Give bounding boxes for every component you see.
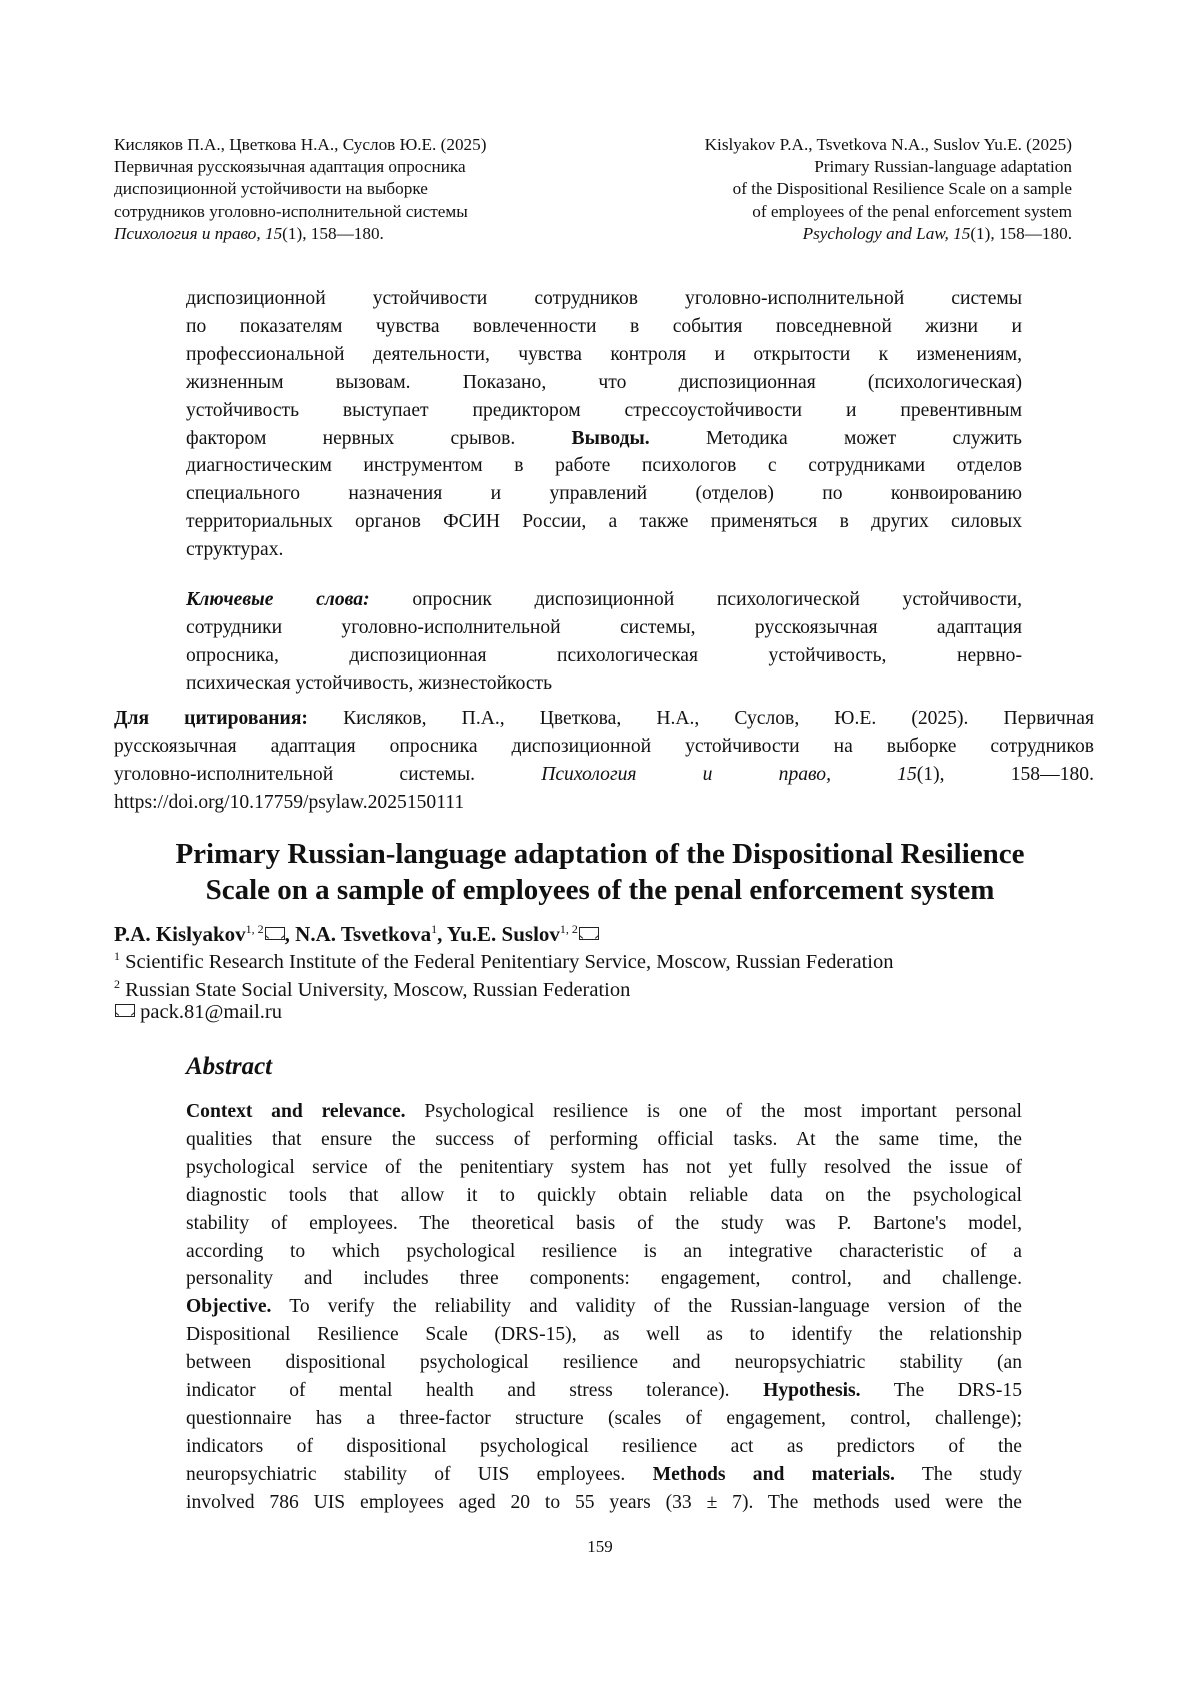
running-header-en	[602, 134, 1072, 245]
corresponding-email	[114, 999, 282, 1026]
paper-title	[100, 836, 1100, 908]
text-line: диагностическим инструментом в работе психологов с сотрудниками отделов	[186, 455, 1022, 477]
text-line: questionnaire has a three-factor structure (scales of engagement, control, challenge);	[186, 1407, 1022, 1429]
text-line: according to which psychological resilience is an integrative characteristic of a	[186, 1240, 1022, 1262]
text-line: psychological service of the penitentiary system has not yet fully resolved the issue of	[186, 1156, 1022, 1178]
text-line: Dispositional Resilience Scale (DRS-15), as well as to identify the relationship	[186, 1324, 1022, 1346]
text-line: структурах.	[186, 539, 284, 561]
text-line: involved 786 UIS employees aged 20 to 55 years (33 ± 7). The methods used were the	[186, 1491, 1022, 1513]
running-header-ru	[114, 134, 584, 245]
text-line: русскоязычная адаптация опросника диспозиционной устойчивости на выборке сотрудников	[114, 735, 1094, 757]
envelope-icon	[579, 927, 599, 940]
text-line: диспозиционной устойчивости сотрудников уголовно-исполнительной системы	[186, 288, 1022, 309]
text-line: жизненным вызовам. Показано, что диспозиционная (психологическая)	[186, 371, 1022, 393]
abstract-body	[186, 1098, 1022, 1517]
ru-keywords	[186, 586, 1022, 698]
header-en-title-1: Primary Russian-language adaptation	[814, 157, 1072, 177]
text-line: Objective. To verify the reliability and validity of the Russian-language version of the	[186, 1296, 1022, 1318]
keywords-label: Ключевые слова:	[186, 589, 370, 610]
author-list: P.A. Kislyakov$^{1, 2}$ , N.A. Tsvetkova$^1$, Yu.E. Suslov$^{1, 2}$	[114, 916, 599, 948]
author-name: Yu.E. Suslov	[446, 922, 560, 946]
header-ru-authors: Кисляков П.А., Цветкова Н.А., Суслов Ю.Е. (2025)	[114, 135, 487, 154]
citation-label: Для цитирования:	[114, 708, 308, 729]
text-line: indicators of dispositional psychological resilience act as predictors of the	[186, 1435, 1022, 1457]
header-en-title-2: of the Dispositional Resilience Scale on a sample	[732, 179, 1072, 199]
ru-abstract-continuation	[186, 285, 1022, 564]
header-ru-title-2: диспозиционной устойчивости на выборке	[114, 179, 428, 199]
header-en-title-3: of employees of the penal enforcement system	[752, 201, 1072, 221]
text-line: stability of employees. The theoretical basis of the study was P. Bartone's model,	[186, 1212, 1022, 1234]
header-ru-title-1: Первичная русскоязычная адаптация опросника	[114, 157, 466, 177]
text-line: опросника, диспозиционная психологическая устойчивость, нервно-	[186, 644, 1022, 666]
doi-link[interactable]: https://doi.org/10.17759/psylaw.2025150111	[114, 791, 465, 813]
text-line: Для цитирования: Кисляков, П.А., Цветкова, Н.А., Суслов, Ю.Е. (2025). Первичная	[114, 708, 1094, 729]
affiliation-1: $^1$ Scientific Research Institute of the Federal Penitentiary Service, Moscow, Russian Federation	[114, 949, 894, 973]
text-line: территориальных органов ФСИН России, а также применяться в других силовых	[186, 511, 1022, 533]
text-line: специального назначения и управлений (отделов) по конвоированию	[186, 483, 1022, 505]
text-line: Ключевые слова: опросник диспозиционной психологической устойчивости,	[186, 589, 1022, 610]
title-line: Primary Russian-language adaptation of the Dispositional Resilience	[175, 838, 1025, 870]
header-en-journal: Psychology and Law, 15(1), 158—180.	[802, 223, 1072, 243]
email-link[interactable]: pack.81@mail.ru	[140, 1001, 282, 1023]
text-line: qualities that ensure the success of performing official tasks. At the same time, the	[186, 1128, 1022, 1150]
text-line: neuropsychiatric stability of UIS employees. Methods and materials. The study	[186, 1463, 1022, 1485]
text-line: устойчивость выступает предиктором стрессоустойчивости и превентивным	[186, 399, 1022, 421]
header-en-authors: Kislyakov P.A., Tsvetkova N.A., Suslov Yu.E. (2025)	[704, 135, 1072, 154]
author-name: N.A. Tsvetkova	[295, 922, 432, 946]
citation	[114, 705, 1094, 817]
text-line: indicator of mental health and stress tolerance). Hypothesis. The DRS-15	[186, 1380, 1022, 1402]
text-line: between dispositional psychological resilience and neuropsychiatric stability (an	[186, 1352, 1022, 1374]
envelope-icon	[265, 927, 285, 940]
text-line: diagnostic tools that allow it to quickly obtain reliable data on the psychological	[186, 1184, 1022, 1206]
affiliation-2: $^2$ Russian State Social University, Moscow, Russian Federation	[114, 977, 631, 1001]
text-line: по показателям чувства вовлеченности в события повседневной жизни и	[186, 315, 1022, 337]
text-line: Context and relevance. Psychological resilience is one of the most important personal	[186, 1101, 1022, 1122]
abstract-heading: Abstract	[186, 1053, 273, 1080]
text-line: фактором нервных срывов. Выводы. Методика может служить	[186, 427, 1022, 449]
text-line: сотрудники уголовно-исполнительной системы, русскоязычная адаптация	[186, 616, 1022, 638]
title-line: Scale on a sample of employees of the penal enforcement system	[205, 874, 995, 906]
text-line: психическая устойчивость, жизнестойкость	[186, 672, 553, 694]
envelope-icon	[115, 1004, 135, 1017]
page-number: 159	[587, 1537, 613, 1556]
header-ru-journal: Психология и право, 15(1), 158—180.	[114, 223, 384, 243]
text-line: профессиональной деятельности, чувства контроля и открытости к изменениям,	[186, 343, 1022, 365]
author-name: P.A. Kislyakov	[114, 922, 246, 946]
header-ru-title-3: сотрудников уголовно-исполнительной системы	[114, 201, 468, 221]
conclusions-label: Выводы.	[571, 427, 650, 449]
text-line: personality and includes three components: engagement, control, and challenge.	[186, 1268, 1022, 1290]
text-line: уголовно-исполнительной системы. Психология и право, 15(1), 158—180.	[114, 763, 1094, 785]
